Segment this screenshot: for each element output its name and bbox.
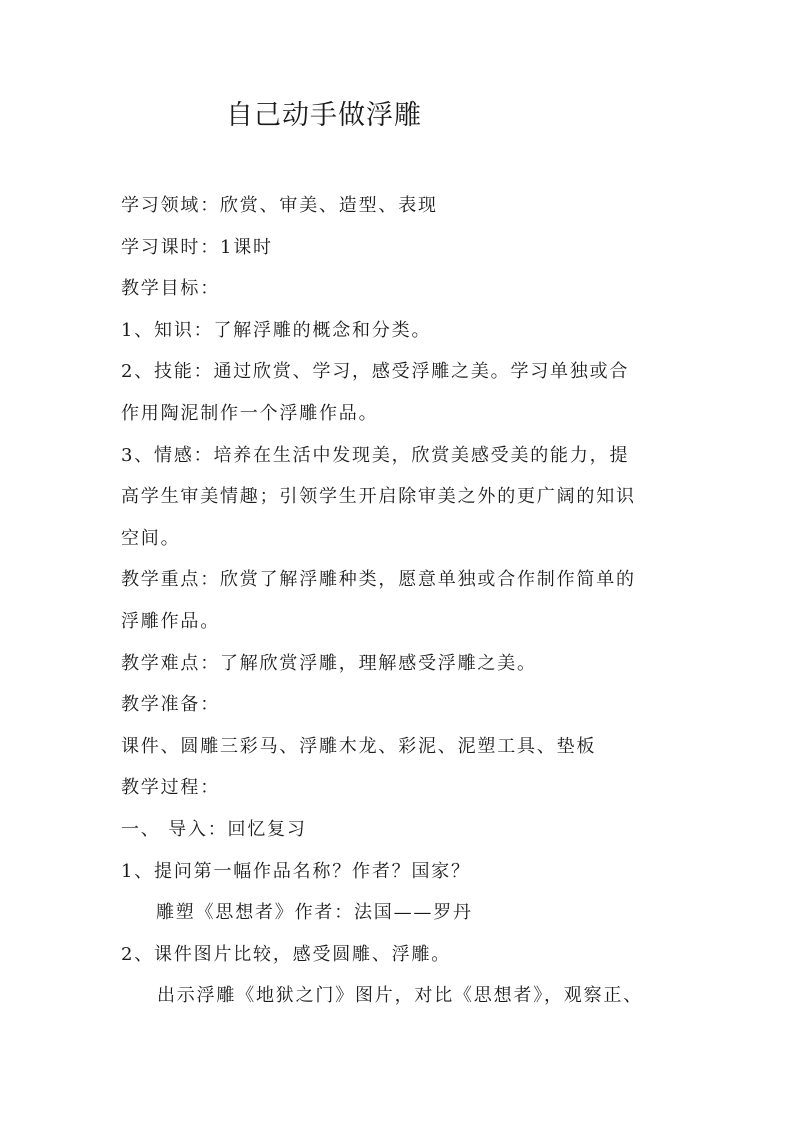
- line-objectives-heading: 教学目标：: [121, 278, 220, 300]
- line-question: 1、提问第一幅作品名称？作者？国家？: [121, 860, 471, 882]
- line-objective-emotion-cont: 高学生审美情趣；引领学生开启除审美之外的更广阔的知识: [121, 486, 636, 508]
- document-title: 自己动手做浮雕: [226, 100, 422, 131]
- line-process-heading: 教学过程：: [121, 777, 220, 799]
- line-comparison-detail: 出示浮雕《地狱之门》图片，对比《思想者》，观察正、: [157, 985, 643, 1007]
- line-objective-knowledge: 1、知识：了解浮雕的概念和分类。: [121, 319, 432, 341]
- line-comparison: 2、课件图片比较，感受圆雕、浮雕。: [121, 943, 452, 965]
- line-section-intro: 一、 导入：回忆复习: [121, 818, 307, 840]
- line-objective-emotion: 3、情感：培养在生活中发现美，欣赏美感受美的能力，提: [121, 444, 630, 466]
- line-key-points: 教学重点：欣赏了解浮雕种类，愿意单独或合作制作简单的: [121, 569, 636, 591]
- line-objective-emotion-end: 空间。: [121, 527, 181, 549]
- line-answer: 雕塑《思想者》作者：法国——罗丹: [156, 902, 473, 924]
- line-difficulties: 教学难点：了解欣赏浮雕，理解感受浮雕之美。: [121, 652, 537, 674]
- line-subject-area: 学习领域：欣赏、审美、造型、表现: [121, 195, 438, 216]
- line-class-hours: 学习课时：1课时: [121, 236, 273, 258]
- line-preparation-items: 课件、圆雕三彩马、浮雕木龙、彩泥、泥塑工具、垫板: [121, 735, 597, 757]
- line-preparation-heading: 教学准备：: [121, 694, 220, 716]
- line-objective-skills: 2、技能：通过欣赏、学习，感受浮雕之美。学习单独或合: [121, 361, 630, 383]
- document-body: [121, 185, 691, 1017]
- line-key-points-cont: 浮雕作品。: [121, 610, 220, 632]
- line-objective-skills-cont: 作用陶泥制作一个浮雕作品。: [121, 402, 379, 424]
